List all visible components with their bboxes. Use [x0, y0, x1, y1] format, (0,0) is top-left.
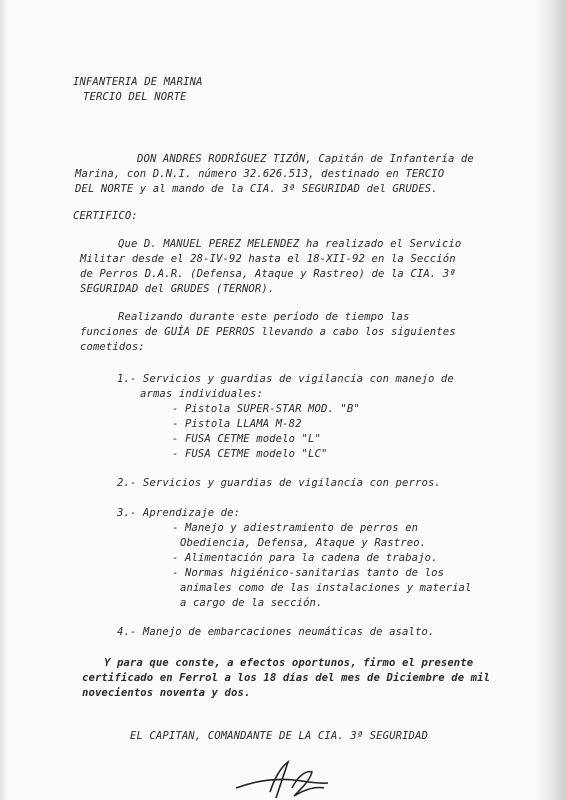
item3-sub: a cargo de la sección.: [180, 597, 323, 609]
scan-shadow-left: [0, 0, 8, 800]
intro-line-3: DEL NORTE y al mando de la CIA. 3ª SEGURIDAD del GRUDES.: [75, 183, 438, 195]
closing-line-3: novecientos noventa y dos.: [82, 687, 251, 699]
item1-weapon: - FUSA CETME modelo "L": [172, 433, 321, 445]
para2-line-1: Realizando durante este período de tiempo las: [118, 311, 410, 323]
item3-sub: - Normas higiénico-sanitarias tanto de los: [172, 567, 445, 579]
para2-line-3: cometidos:: [80, 341, 145, 353]
item1-weapon: - Pistola SUPER-STAR MOD. "B": [172, 403, 360, 415]
item2: 2.- Servicios y guardias de vigilancia con perros.: [117, 477, 441, 489]
intro-line-2: Marina, con D.N.I. número 32.626.513, destinado en TERCIO: [75, 168, 445, 180]
para1-line-2: Militar desde el 28-IV-92 hasta el 18-XII-92 en la Sección: [80, 253, 456, 265]
item3-sub: - Alimentación para la cadena de trabajo.: [172, 552, 438, 564]
closing-line-1: Y para que conste, a efectos oportunos, firmo el presente: [104, 657, 474, 669]
intro-line-1: DON ANDRES RODRÍGUEZ TIZÓN, Capitán de Infantería de: [137, 153, 474, 165]
item3-sub: - Manejo y adiestramiento de perros en: [172, 522, 419, 534]
certifico-heading: CERTIFICO:: [73, 210, 138, 222]
item4: 4.- Manejo de embarcaciones neumáticas de asalto.: [117, 626, 435, 638]
item3-sub: Obediencia, Defensa, Ataque y Rastreo.: [180, 537, 427, 549]
para1-line-4: SEGURIDAD del GRUDES (TERNOR).: [80, 283, 275, 295]
item3-sub: animales como de las instalaciones y material: [180, 582, 472, 594]
header-line-1: INFANTERIA DE MARINA: [73, 76, 203, 88]
handwritten-signature: [232, 758, 342, 800]
para2-line-2: funciones de GUÍA DE PERROS llevando a cabo los siguientes: [80, 326, 456, 338]
para1-line-1: Que D. MANUEL PEREZ MELENDEZ ha realizado el Servicio: [118, 238, 462, 250]
scan-shadow-right: [536, 0, 566, 800]
header-line-2: TERCIO DEL NORTE: [83, 91, 187, 103]
item3-title: 3.- Aprendizaje de:: [117, 507, 241, 519]
signature-caption: EL CAPITAN, COMANDANTE DE LA CIA. 3ª SEGURIDAD: [130, 730, 428, 742]
item1-line-2: armas individuales:: [140, 388, 264, 400]
item1-weapon: - FUSA CETME modelo "LC": [172, 448, 328, 460]
closing-line-2: certificado en Ferrol a los 18 días del mes de Diciembre de mil: [82, 672, 491, 684]
item1-weapon: - Pistola LLAMA M-82: [172, 418, 302, 430]
item1-line-1: 1.- Servicios y guardias de vigilancia con manejo de: [117, 373, 454, 385]
para1-line-3: de Perros D.A.R. (Defensa, Ataque y Rastreo) de la CIA. 3ª: [80, 268, 456, 280]
